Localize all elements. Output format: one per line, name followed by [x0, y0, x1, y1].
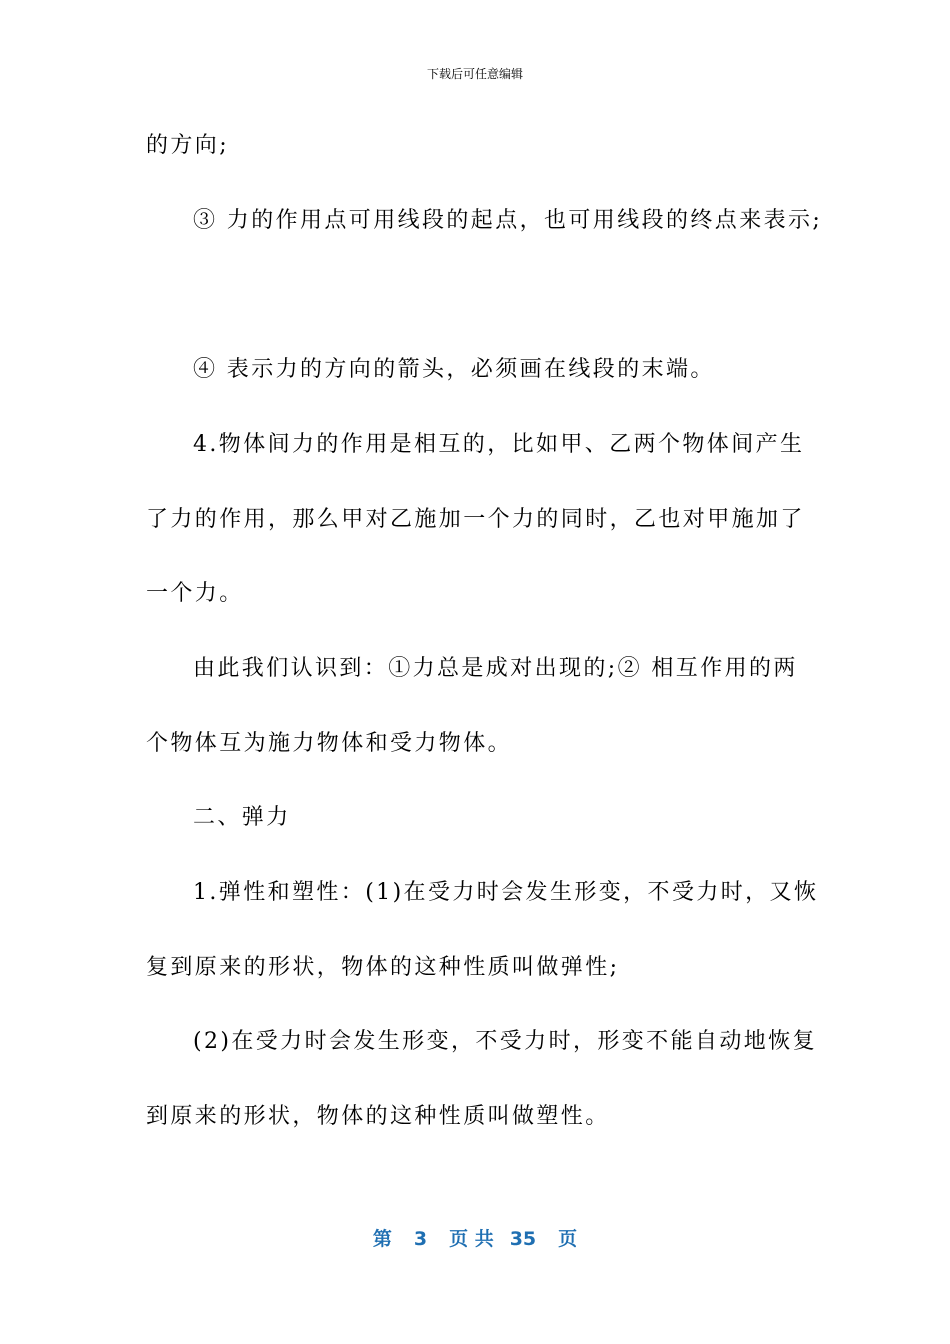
- body-line-2: ③ 力的作用点可用线段的起点，也可用线段的终点来表示;: [193, 208, 823, 233]
- body-line-6: 一个力。: [146, 581, 244, 606]
- body-line-10: 1.弹性和塑性：(1)在受力时会发生形变，不受力时，又恢: [193, 880, 819, 905]
- body-line-8: 个物体互为施力物体和受力物体。: [146, 731, 513, 756]
- body-line-12: (2)在受力时会发生形变，不受力时，形变不能自动地恢复: [193, 1029, 817, 1054]
- footer-suffix: 页: [558, 1228, 578, 1250]
- body-line-3: ④ 表示力的方向的箭头，必须画在线段的末端。: [193, 357, 715, 382]
- page-footer: [0, 1226, 950, 1252]
- body-line-13: 到原来的形状，物体的这种性质叫做塑性。: [146, 1104, 610, 1129]
- section-heading-elastic-force: 二、弹力: [193, 805, 291, 830]
- footer-total-pages: 35: [509, 1228, 537, 1250]
- body-line-4: 4.物体间力的作用是相互的，比如甲、乙两个物体间产生: [193, 432, 805, 457]
- footer-current-page: 3: [413, 1228, 428, 1250]
- footer-middle: 页 共: [449, 1228, 494, 1250]
- body-line-7: 由此我们认识到：①力总是成对出现的;② 相互作用的两: [193, 656, 798, 681]
- page-header-note: 下载后可任意编辑: [426, 67, 523, 81]
- body-line-5: 了力的作用，那么甲对乙施加一个力的同时，乙也对甲施加了: [146, 507, 805, 532]
- footer-prefix: 第: [372, 1228, 392, 1250]
- body-line-11: 复到原来的形状，物体的这种性质叫做弹性;: [146, 955, 620, 980]
- body-line-1: 的方向;: [146, 133, 230, 158]
